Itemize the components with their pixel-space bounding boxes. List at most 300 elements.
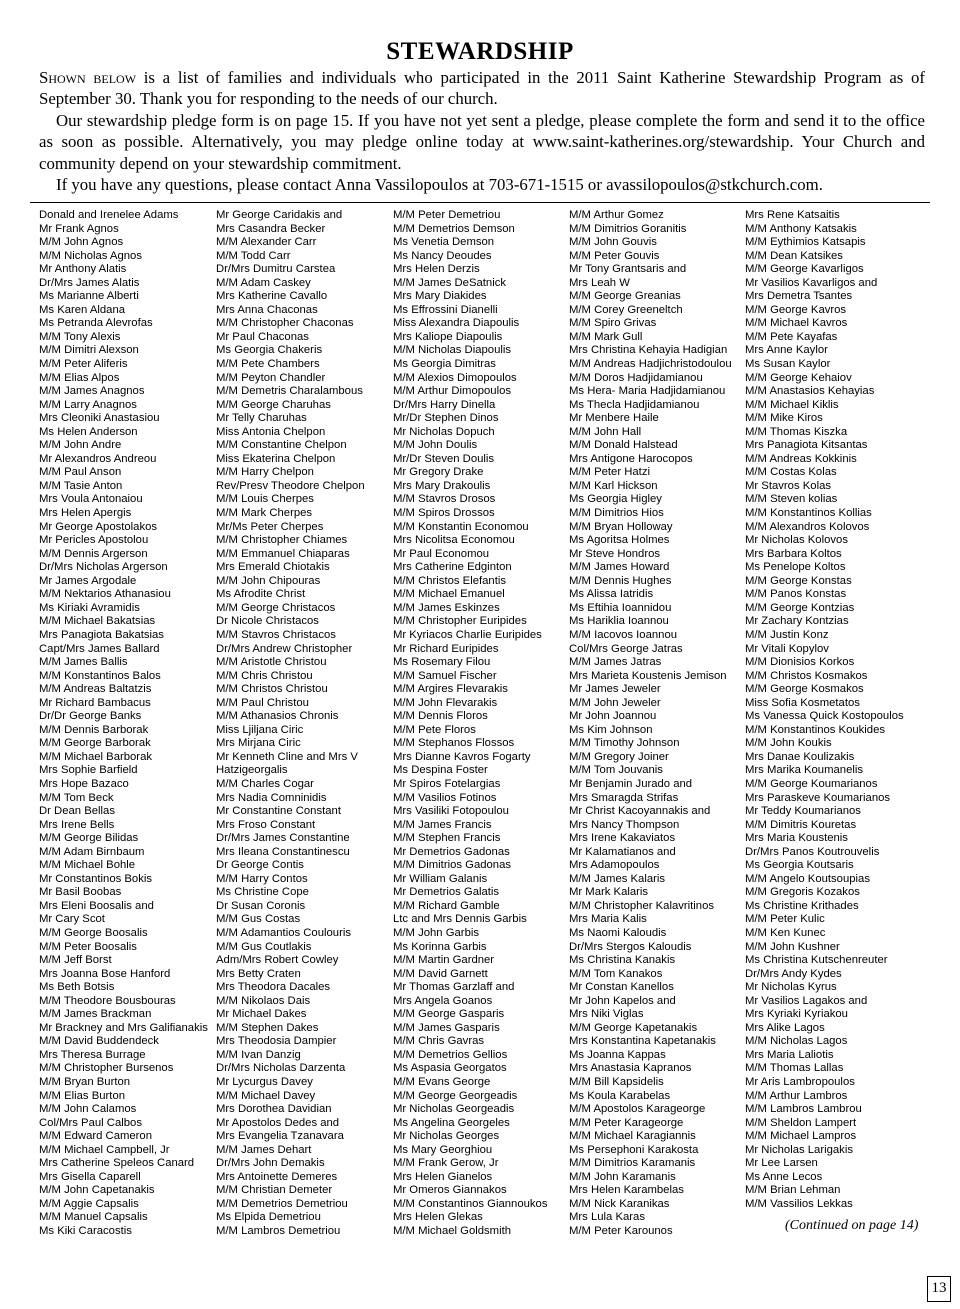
steward-name: Mr/Ms Peter Cherpes [216, 520, 324, 533]
steward-name: M/M Dimitrios Hios [569, 507, 664, 520]
steward-name: M/M Larry Anagnos [39, 398, 137, 411]
steward-name: Mrs Nadia Comninidis [216, 791, 327, 804]
steward-name: Dr/Dr George Banks [39, 710, 142, 723]
steward-name: M/M Adam Caskey [216, 276, 311, 289]
steward-name: Mrs Christina Kehayia Hadigian [569, 344, 728, 357]
steward-name: M/M Athanasios Chronis [216, 710, 339, 723]
steward-name: M/M Stephen Francis [393, 832, 501, 845]
steward-name: Dr/Mrs Andrew Christopher [216, 642, 353, 655]
steward-name: M/M Stavros Drosos [393, 493, 496, 506]
steward-name: Mr Frank Agnos [39, 222, 119, 235]
steward-name: M/M Costas Kolas [745, 466, 837, 479]
steward-name: M/M James Jatras [569, 656, 662, 669]
steward-name: M/M George Gasparis [393, 1008, 505, 1021]
steward-name: Mrs Dorothea Davidian [216, 1103, 332, 1116]
steward-name: M/M John Jeweler [569, 696, 661, 709]
steward-name: Mrs Helen Apergis [39, 507, 132, 520]
steward-name: M/M Michael Emanuel [393, 588, 505, 601]
steward-name: M/M Paul Anson [39, 466, 122, 479]
steward-name: M/M John Chipouras [216, 574, 321, 587]
steward-name: M/M George Barborak [39, 737, 151, 750]
steward-name-columns [0, 209, 960, 1239]
steward-name: M/M Emmanuel Chiaparas [216, 547, 350, 560]
steward-name: Mrs Maria Koustenis [745, 832, 848, 845]
steward-name: M/M Christos Elefantis [393, 574, 506, 587]
steward-name: M/M Peter Hatzi [569, 466, 650, 479]
steward-name: M/M Stephen Dakes [216, 1021, 319, 1034]
steward-name: Hatzigeorgalis [216, 764, 288, 777]
steward-name: M/M Gregory Joiner [569, 750, 669, 763]
steward-name: Dr/Mrs James Constantine [216, 832, 350, 845]
steward-name: Mrs Angela Goanos [393, 994, 493, 1007]
steward-name: Ms Karen Aldana [39, 303, 126, 316]
steward-name: Mr Christ Kacoyannakis and [569, 805, 711, 818]
steward-name: M/M Ivan Danzig [216, 1048, 301, 1061]
steward-name: Mrs Helen Gianelos [393, 1170, 493, 1183]
steward-name: Mrs Vasiliki Fotopoulou [393, 805, 509, 818]
steward-name: Ms Kim Johnson [569, 723, 653, 736]
steward-name: Mrs Eleni Boosalis and [39, 899, 154, 912]
steward-name: M/M Konstantinos Koukides [745, 723, 886, 736]
steward-name: Ms Nancy Deoudes [393, 249, 492, 262]
steward-name: M/M Bryan Burton [39, 1076, 131, 1088]
steward-name: M/M Stephanos Flossos [393, 737, 515, 750]
steward-name: M/M Paul Christou [216, 696, 309, 709]
steward-name: M/M John Andre [39, 439, 122, 452]
steward-name: Mr William Galanis [393, 872, 488, 885]
steward-name: M/M George Konstas [745, 574, 852, 587]
steward-name: M/M Doros Hadjidamianou [569, 371, 703, 384]
steward-name: Mr Michael Dakes [216, 1008, 307, 1021]
steward-name: Mrs Hope Bazaco [39, 777, 129, 790]
steward-name: Mr Nicholas Larigakis [745, 1143, 853, 1156]
steward-name: Ms Agoritsa Holmes [569, 534, 670, 547]
name-column-5 [745, 209, 904, 1211]
steward-name: Mr Aris Lambropoulos [745, 1076, 855, 1088]
steward-name: Mr Apostolos Dedes and [216, 1116, 340, 1129]
steward-name: Ms Persephoni Karakosta [569, 1143, 699, 1156]
steward-name: M/M Peter Demetriou [393, 209, 501, 221]
steward-name: M/M Dennis Barborak [39, 723, 149, 736]
steward-name: M/M John Kushner [745, 940, 840, 953]
steward-name: M/M Dennis Argerson [39, 547, 148, 560]
steward-name: Ms Alissa Iatridis [569, 588, 654, 601]
steward-name: M/M George Christacos [216, 601, 336, 614]
steward-name: M/M Christos Christou [216, 683, 328, 696]
steward-name: Dr/Mrs Dumitru Carstea [216, 263, 336, 276]
steward-name: M/M Frank Gerow, Jr [393, 1157, 499, 1170]
steward-name: Ms Marianne Alberti [39, 290, 139, 303]
intro-lead: Shown below [39, 68, 137, 87]
steward-name: M/M Justin Konz [745, 628, 829, 641]
steward-name: M/M George Kontzias [745, 601, 855, 614]
steward-name: M/M Michael Campbell, Jr [39, 1143, 170, 1156]
steward-name: Mr Constantinos Bokis [39, 872, 153, 885]
steward-name: M/M Theodore Bousbouras [39, 994, 176, 1007]
steward-name: M/M James Anagnos [39, 385, 145, 398]
steward-name: Ms Venetia Demson [393, 236, 495, 249]
steward-name: M/M Louis Cherpes [216, 493, 314, 506]
steward-name: M/M Nick Karanikas [569, 1197, 670, 1210]
divider-rule [30, 202, 930, 203]
steward-name: M/M Spiro Grivas [569, 317, 657, 330]
steward-name: Mrs Froso Constant [216, 818, 316, 831]
steward-name: Mr Basil Boobas [39, 886, 122, 899]
steward-name: Mrs Antoinette Demeres [216, 1170, 338, 1183]
steward-name: Ms Kiki Caracostis [39, 1225, 132, 1238]
steward-name: M/M Thomas Kiszka [745, 425, 848, 438]
steward-name: Mr Nicholas Dopuch [393, 425, 495, 438]
steward-name: Mr Richard Euripides [393, 642, 499, 655]
steward-name: Mrs Danae Koulizakis [745, 750, 855, 763]
steward-name: M/M George Bilidas [39, 832, 139, 845]
steward-name: Mrs Panagiota Kitsantas [745, 439, 868, 452]
steward-name: Dr/Mrs Nicholas Argerson [39, 561, 168, 574]
steward-name: M/M Lambros Lambrou [745, 1103, 862, 1116]
steward-name: Mr Vitali Kopylov [745, 642, 829, 655]
steward-name: Mr Kalamatianos and [569, 845, 676, 858]
steward-name: Mr Pericles Apostolou [39, 534, 149, 547]
steward-name: M/M John Garbis [393, 926, 480, 939]
steward-name: Ms Thecla Hadjidamianou [569, 398, 700, 411]
page-number: 13 [927, 1276, 951, 1302]
steward-name: Mrs Dianne Kavros Fogarty [393, 750, 531, 763]
steward-name: M/M Todd Carr [216, 249, 291, 262]
steward-name: M/M Charles Cogar [216, 777, 314, 790]
steward-name: M/M Tom Kanakos [569, 967, 663, 980]
steward-name: Col/Mrs George Jatras [569, 642, 683, 655]
steward-name: M/M Christopher Bursenos [39, 1062, 174, 1075]
steward-name: M/M Karl Hickson [569, 479, 658, 492]
steward-name: M/M Steven kolias [745, 493, 838, 506]
steward-name: M/M Demetrios Demetriou [216, 1197, 348, 1210]
steward-name: Mr Zachary Kontzias [745, 615, 849, 628]
steward-name: M/M Michael Bohle [39, 859, 136, 872]
steward-name: M/M George Kehaiov [745, 371, 852, 384]
steward-name: Mr Demetrios Galatis [393, 886, 500, 899]
steward-name: Mr Vasilios Kavarligos and [745, 276, 878, 289]
steward-name: M/M George Koumarianos [745, 777, 878, 790]
name-column-3 [393, 209, 547, 1239]
steward-name: M/M Mike Kiros [745, 412, 823, 425]
steward-name: Miss Ljiljana Ciric [216, 723, 304, 736]
steward-name: Mrs Theodosia Dampier [216, 1035, 337, 1048]
steward-name: M/M Elias Burton [39, 1089, 126, 1102]
steward-name: M/M Brian Lehman [745, 1184, 841, 1197]
intro-block [39, 67, 925, 195]
steward-name: M/M Dimitrios Karamanis [569, 1157, 696, 1170]
steward-name: Ms Effrossini Dianelli [393, 303, 498, 316]
steward-name: M/M Nicholas Lagos [745, 1035, 848, 1048]
steward-name: Mr Constantine Constant [216, 805, 341, 818]
steward-name: M/M Apostolos Karageorge [569, 1103, 706, 1116]
pledge-paragraph: Our stewardship pledge form is on page 15. If you have not yet sent a pledge, please complete the form and send it to the office as soon as possible. Alternatively, you may pledge online today at www.saint-katherines.org/stewardship. Your Church and community depend on your stewardship commitment. [39, 110, 925, 173]
steward-name: Mr Steve Hondros [569, 547, 661, 560]
steward-name: M/M Samuel Fischer [393, 669, 497, 682]
steward-name: M/M Peter Gouvis [569, 249, 660, 262]
steward-name: Mrs Helen Karambelas [569, 1184, 684, 1197]
steward-name: Mr Spiros Fotelargias [393, 777, 501, 790]
steward-name: M/M Constantinos Giannoukos [393, 1197, 548, 1210]
steward-name: M/M Konstantin Economou [393, 520, 529, 533]
steward-name: M/M Alexios Dimopoulos [393, 371, 517, 384]
steward-name: Ms Georgia Koutsaris [745, 859, 854, 872]
steward-name: Miss Antonia Chelpon [216, 425, 326, 438]
steward-name: M/M Gus Costas [216, 913, 301, 926]
steward-name: Mr George Apostolakos [39, 520, 158, 533]
steward-name: M/M Argires Flevarakis [393, 683, 508, 696]
steward-name: Mrs Voula Antonaiou [39, 493, 143, 506]
steward-name: Dr/Mrs Harry Dinella [393, 398, 496, 411]
steward-name: Miss Ekaterina Chelpon [216, 452, 336, 465]
steward-name: Mr Thomas Garzlaff and [393, 981, 515, 994]
steward-name: M/M Michael Kavros [745, 317, 848, 330]
steward-name: Mrs Catherine Speleos Canard [39, 1157, 195, 1170]
steward-name: Mrs Helen Glekas [393, 1211, 483, 1224]
steward-name: Ms Petranda Alevrofas [39, 317, 153, 330]
steward-name: M/M Christian Demeter [216, 1184, 333, 1197]
steward-name: Ms Afrodite Christ [216, 588, 306, 601]
steward-name: Mrs Irene Bells [39, 818, 115, 831]
steward-name: M/M Manuel Capsalis [39, 1211, 148, 1224]
steward-name: Mr Demetrios Gadonas [393, 845, 510, 858]
steward-name: Mrs Cleoniki Anastasiou [39, 412, 160, 425]
steward-name: Dr/Mrs Nicholas Darzenta [216, 1062, 346, 1075]
steward-name: M/M Pete Chambers [216, 358, 320, 371]
steward-name: Mrs Nicolitsa Economou [393, 534, 515, 547]
intro-paragraph [39, 67, 925, 110]
steward-name: M/M Peter Aliferis [39, 358, 128, 371]
steward-name: Mrs Evangelia Tzanavara [216, 1130, 344, 1143]
steward-name: M/M James Howard [569, 561, 670, 574]
steward-name: Ms Angelina Georgeles [393, 1116, 510, 1129]
steward-name: M/M Gregoris Kozakos [745, 886, 860, 899]
steward-name: Mrs Irene Kakaviatos [569, 832, 676, 845]
steward-name: M/M Alexander Carr [216, 236, 317, 249]
steward-name: M/M Mark Cherpes [216, 507, 313, 520]
steward-name: M/M George Georgeadis [393, 1089, 518, 1102]
steward-name: Ms Aspasia Georgatos [393, 1062, 507, 1075]
steward-name: Mr/Dr Stephen Dinos [393, 412, 499, 425]
steward-name: Ms Mary Georghiou [393, 1143, 493, 1156]
steward-name: M/M Dionisios Korkos [745, 656, 855, 669]
steward-name: Mr Benjamin Jurado and [569, 777, 693, 790]
steward-name: Mr Lycurgus Davey [216, 1076, 313, 1088]
steward-name: Mr Richard Bambacus [39, 696, 151, 709]
steward-name: M/M Peter Boosalis [39, 940, 137, 953]
steward-name: M/M Aristotle Christou [216, 656, 327, 669]
steward-name: Dr/Mrs John Demakis [216, 1157, 325, 1170]
steward-name: Ms Christine Cope [216, 886, 309, 899]
steward-name: M/M Adamantios Coulouris [216, 926, 351, 939]
steward-name: Mr Cary Scot [39, 913, 105, 926]
steward-name: M/M Spiros Drossos [393, 507, 495, 520]
steward-name: Mr/Dr Steven Doulis [393, 452, 495, 465]
steward-name: M/M Chris Christou [216, 669, 313, 682]
steward-name: M/M John Hall [569, 425, 642, 438]
steward-name: Mr Mark Kalaris [569, 886, 649, 899]
steward-name: M/M Evans George [393, 1076, 491, 1088]
steward-name: Ms Christina Kanakis [569, 954, 676, 967]
steward-name: M/M Pete Kayafas [745, 330, 838, 343]
steward-name: M/M Constantine Chelpon [216, 439, 347, 452]
steward-name: M/M Nikolaos Dais [216, 994, 311, 1007]
steward-name: M/M John Karamanis [569, 1170, 676, 1183]
steward-name: M/M James DeSatnick [393, 276, 506, 289]
steward-name: Mr James Jeweler [569, 683, 661, 696]
steward-name: M/M John Flevarakis [393, 696, 498, 709]
steward-name: M/M David Buddendeck [39, 1035, 159, 1048]
steward-name: M/M Nicholas Agnos [39, 249, 142, 262]
steward-name: M/M Sheldon Lampert [745, 1116, 857, 1129]
steward-name: M/M Peter Karageorge [569, 1116, 684, 1129]
steward-name: Ltc and Mrs Dennis Garbis [393, 913, 527, 926]
steward-name: Mrs Niki Viglas [569, 1008, 644, 1021]
steward-name: Mrs Anastasia Kapranos [569, 1062, 692, 1075]
steward-name: M/M Angelo Koutsoupias [745, 872, 870, 885]
steward-name: Mrs Konstantina Kapetanakis [569, 1035, 716, 1048]
steward-name: Mr Teddy Koumarianos [745, 805, 861, 818]
steward-name: Mr Nicholas Georges [393, 1130, 500, 1143]
steward-name: M/M Aggie Capsalis [39, 1197, 139, 1210]
steward-name: M/M Konstantinos Kollias [745, 507, 872, 520]
steward-name: Mrs Sophie Barfield [39, 764, 138, 777]
steward-name: Mrs Anna Chaconas [216, 303, 318, 316]
steward-name: Mr Stavros Kolas [745, 479, 832, 492]
steward-name: Ms Elpida Demetriou [216, 1211, 321, 1224]
steward-name: M/M Christopher Kalavritinos [569, 899, 715, 912]
steward-name: M/M Iacovos Ioannou [569, 628, 678, 641]
steward-name: Mr Nicholas Kyrus [745, 981, 837, 994]
steward-name: M/M George Boosalis [39, 926, 148, 939]
continued-note: (Continued on page 14) [785, 1218, 919, 1233]
steward-name: M/M Nektarios Athanasiou [39, 588, 171, 601]
steward-name: Mrs Katherine Cavallo [216, 290, 328, 303]
steward-name: Mr John Joannou [569, 710, 657, 723]
steward-name: M/M John Koukis [745, 737, 832, 750]
steward-name: M/M James Brackman [39, 1008, 152, 1021]
steward-name: Ms Naomi Kaloudis [569, 926, 667, 939]
name-column-4 [569, 209, 732, 1239]
steward-name: Mr Anthony Alatis [39, 263, 127, 276]
steward-name: Mr Kenneth Cline and Mrs V [216, 750, 358, 763]
steward-name: M/M Demetrios Gellios [393, 1048, 508, 1061]
steward-name: M/M Andreas Hadjichristodoulou [569, 358, 732, 371]
steward-name: M/M Elias Alpos [39, 371, 120, 384]
steward-name: M/M James Kalaris [569, 872, 666, 885]
steward-name: Dr George Contis [216, 859, 304, 872]
steward-name: M/M John Calamos [39, 1103, 137, 1116]
steward-name: Ms Hariklia Ioannou [569, 615, 669, 628]
steward-name: Mr Menbere Haile [569, 412, 659, 425]
steward-name: Mr Gregory Drake [393, 466, 484, 479]
steward-name: M/M Donald Halstead [569, 439, 678, 452]
steward-name: Dr/Mrs James Alatis [39, 276, 140, 289]
steward-name: Mr Brackney and Mrs Galifianakis [39, 1021, 208, 1034]
steward-name: M/M Peyton Chandler [216, 371, 326, 384]
steward-name: M/M Corey Greeneltch [569, 303, 683, 316]
steward-name: M/M Edward Cameron [39, 1130, 153, 1143]
steward-name: M/M Christopher Chiames [216, 534, 348, 547]
steward-name: Mrs Mary Diakides [393, 290, 487, 303]
steward-name: M/M Harry Chelpon [216, 466, 314, 479]
contact-paragraph: If you have any questions, please contact Anna Vassilopoulos at 703-671-1515 or avassilopoulos@stkchurch.com. [56, 175, 823, 195]
steward-name: Mr Constan Kanellos [569, 981, 674, 994]
steward-name: M/M John Doulis [393, 439, 478, 452]
steward-name: Mr Vasilios Lagakos and [745, 994, 868, 1007]
steward-name: M/M Timothy Johnson [569, 737, 680, 750]
steward-name: Dr/Mrs Stergos Kaloudis [569, 940, 692, 953]
steward-name: Mrs Gisella Caparell [39, 1170, 141, 1183]
steward-name: Mr Tony Grantsaris and [569, 263, 687, 276]
steward-name: M/M John Agnos [39, 236, 124, 249]
steward-name: M/M George Charuhas [216, 398, 331, 411]
steward-name: M/M James Ballis [39, 656, 128, 669]
steward-name: Mrs Nancy Thompson [569, 818, 680, 831]
steward-name: Ms Georgia Higley [569, 493, 662, 506]
steward-name: Ms Christine Krithades [745, 899, 859, 912]
steward-name: Ms Despina Foster [393, 764, 488, 777]
steward-name: M/M Tom Jouvanis [569, 764, 663, 777]
steward-name: Mr Alexandros Andreou [39, 452, 157, 465]
steward-name: Mrs Panagiota Bakatsias [39, 628, 164, 641]
steward-name: M/M Tony Alexis [39, 330, 121, 343]
steward-name: Miss Sofia Kosmetatos [745, 696, 860, 709]
steward-name: Mr James Argodale [39, 574, 137, 587]
steward-name: Mrs Marika Koumanelis [745, 764, 864, 777]
steward-name: Ms Korinna Garbis [393, 940, 487, 953]
steward-name: Mrs Joanna Bose Hanford [39, 967, 171, 980]
steward-name: M/M Arthur Dimopoulos [393, 385, 512, 398]
steward-name: Mrs Mirjana Ciric [216, 737, 301, 750]
steward-name: M/M Harry Contos [216, 872, 308, 885]
steward-name: M/M Michael Davey [216, 1089, 316, 1102]
steward-name: M/M Michael Karagiannis [569, 1130, 696, 1143]
steward-name: Rev/Presv Theodore Chelpon [216, 479, 365, 492]
steward-name: M/M Dimitrios Goranitis [569, 222, 687, 235]
steward-name: M/M Pete Floros [393, 723, 476, 736]
steward-name: Mrs Adamopoulos [569, 859, 660, 872]
steward-name: M/M Richard Gamble [393, 899, 500, 912]
steward-name: Ms Helen Anderson [39, 425, 138, 438]
intro-rest: is a list of families and individuals who participated in the 2011 Saint Katherine Stewardship Program as of September 30. Thank you for responding to the needs of our church. [39, 68, 925, 109]
steward-name: Mrs Theresa Burrage [39, 1048, 146, 1061]
steward-name: Mr George Caridakis and [216, 209, 343, 221]
steward-name: M/M George Kavarligos [745, 263, 864, 276]
steward-name: M/M Peter Kulic [745, 913, 825, 926]
steward-name: Mrs Alike Lagos [745, 1021, 825, 1034]
steward-name: M/M Lambros Demetriou [216, 1225, 341, 1238]
steward-name: M/M James Gasparis [393, 1021, 500, 1034]
steward-name: Mrs Kaliope Diapoulis [393, 330, 503, 343]
steward-name: M/M Michael Bakatsias [39, 615, 156, 628]
steward-name: M/M Mark Gull [569, 330, 643, 343]
steward-name: M/M Dimitri Alexson [39, 344, 139, 357]
steward-name: Ms Joanna Kappas [569, 1048, 666, 1061]
steward-name: Ms Beth Botsis [39, 981, 115, 994]
steward-name: M/M Vassilios Lekkas [745, 1197, 853, 1210]
steward-name: Mrs Marieta Koustenis Jemison [569, 669, 727, 682]
steward-name: Mrs Maria Laliotis [745, 1048, 834, 1061]
steward-name: Dr Nicole Christacos [216, 615, 319, 628]
steward-name: M/M David Garnett [393, 967, 488, 980]
steward-name: Ms Kiriaki Avramidis [39, 601, 140, 614]
steward-name: M/M Christopher Chaconas [216, 317, 354, 330]
steward-name: Mrs Theodora Dacales [216, 981, 331, 994]
steward-name: M/M Michael Barborak [39, 750, 153, 763]
steward-name: Mrs Smaragda Strifas [569, 791, 679, 804]
steward-name: M/M Michael Kiklis [745, 398, 839, 411]
